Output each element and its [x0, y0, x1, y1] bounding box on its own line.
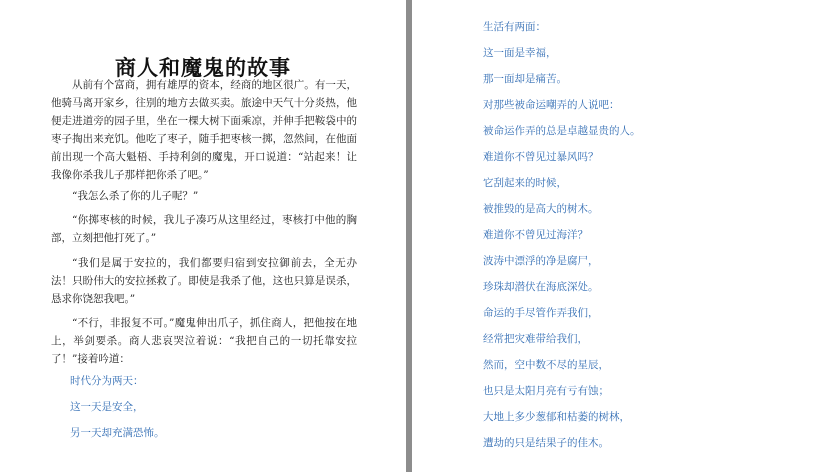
verse-line: 难道你不曾见过海洋？: [483, 229, 588, 241]
verse-line: 它刮起来的时候，: [483, 177, 567, 189]
verse-line: 遭劫的只是结果子的佳木。: [483, 437, 609, 449]
verse-line: 命运的手尽管作弄我们，: [483, 307, 599, 319]
story-paragraph-1: 从前有个富商，拥有雄厚的资本，经商的地区很广。有一天，他骑马离开家乡，往别的地方去做买卖。旅途中天气十分炎热，他便走进道旁的园子里，坐在一棵大树下面乘凉，并伸手把鞍袋中的枣子掏出来充饥。他吃了枣子，随手把枣核一掷，忽然间，在他面前出现一个高大魁梧、手持利剑的魔鬼，开口说道：“站起来！让我像你杀我儿子那样把你杀了吧。”: [51, 79, 357, 181]
story-title: 商人和魔鬼的故事: [115, 55, 291, 81]
right-page: [412, 0, 818, 472]
left-page: [0, 0, 406, 472]
verse-line: 另一天却充满恐怖。: [70, 427, 165, 439]
verse-line: 对那些被命运嘲弄的人说吧：: [483, 99, 620, 111]
verse-line: 那一面却是痛苦。: [483, 73, 567, 85]
story-paragraph-2: “我怎么杀了你的儿子呢？”: [72, 190, 199, 202]
verse-line: 这一天是安全，: [70, 401, 144, 413]
verse-line: 波涛中漂浮的净是腐尸，: [483, 255, 599, 267]
verse-line: 这一面是幸福，: [483, 47, 557, 59]
verse-line: 难道你不曾见过暴风吗？: [483, 151, 599, 163]
verse-line: 被推毁的是高大的树木。: [483, 203, 599, 215]
verse-line: 珍珠却潜伏在海底深处。: [483, 281, 599, 293]
verse-line: 时代分为两天：: [70, 375, 144, 387]
verse-line: 经常把灾难带给我们，: [483, 333, 588, 345]
story-paragraph-3: “你掷枣核的时候，我儿子凑巧从这里经过，枣核打中他的胸部，立刻把他打死了。”: [51, 214, 357, 244]
verse-line: 大地上多少葱郁和枯萎的树林，: [483, 411, 630, 423]
verse-line: 生活有两面：: [483, 21, 546, 33]
story-paragraph-4: “我们是属于安拉的，我们都要归宿到安拉御前去，全无办法！只盼伟大的安拉拯救了。即使是我杀了他，这也只算是误杀，恳求你饶恕我吧。”: [51, 257, 357, 305]
verse-line: 被命运作弄的总是卓越显贵的人。: [483, 125, 641, 137]
verse-line: 也只是太阳月亮有亏有蚀；: [483, 385, 609, 397]
story-paragraph-5: “不行，非报复不可。”魔鬼伸出爪子，抓住商人，把他按在地上，举剑要杀。商人悲哀哭泣着说：“我把自己的一切托靠安拉了！”接着吟道：: [51, 317, 357, 365]
verse-line: 然而，空中数不尽的星辰，: [483, 359, 609, 371]
